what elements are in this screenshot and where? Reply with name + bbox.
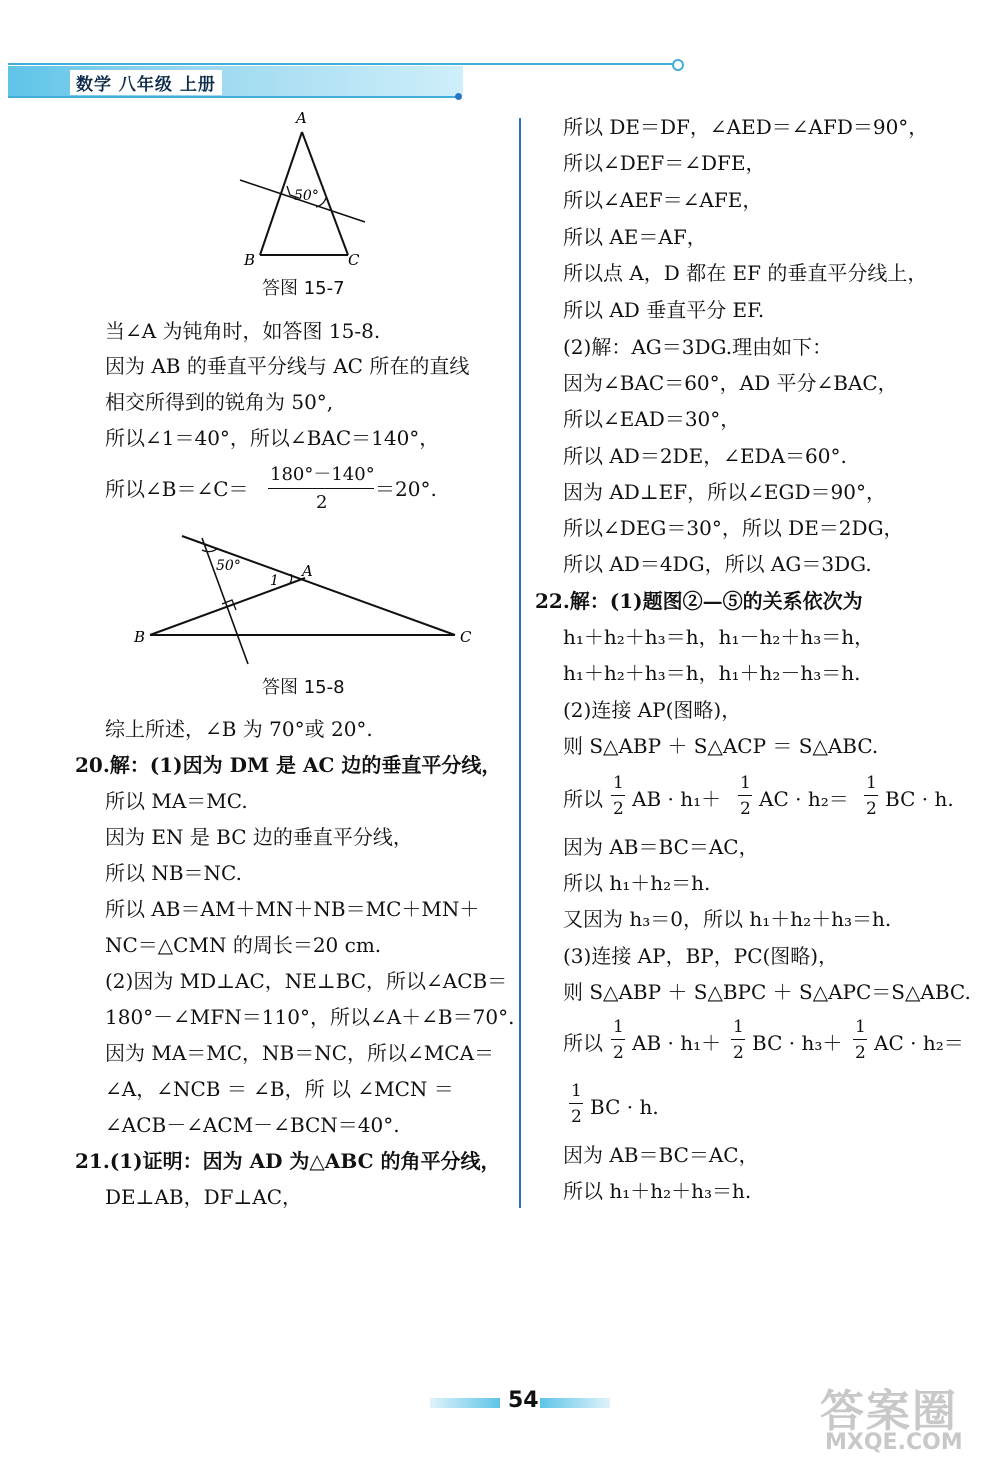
left-line-16: ∠A，∠NCB ＝ ∠B，所 以 ∠MCN ＝: [105, 1077, 454, 1101]
footer-ornament-left: [430, 1398, 500, 1408]
right-line-15: h₁＋h₂＋h₃＝h，h₁－h₂＋h₃＝h，: [563, 625, 875, 649]
left-line-17: ∠ACB－∠ACM－∠BCN＝40°.: [105, 1113, 400, 1137]
left-line-13: (2)因为 MD⊥AC，NE⊥BC，所以∠ACB＝: [105, 969, 508, 993]
right-line-16: h₁＋h₂＋h₃＝h，h₁＋h₂－h₃＝h.: [563, 661, 861, 685]
eq2-term1: AB · h₁＋: [632, 1031, 722, 1055]
left-line-4: 所以∠1＝40°，所以∠BAC＝140°，: [105, 426, 440, 450]
page-number: 54: [508, 1388, 539, 1413]
fig8-label-c: C: [460, 628, 472, 646]
right-line-10: 所以 AD＝2DE，∠EDA＝60°.: [563, 444, 847, 468]
left-line-19: DE⊥AB，DF⊥AC，: [105, 1185, 303, 1209]
eq1-frac1-den: 2: [613, 799, 624, 819]
header-ring-ornament: [672, 59, 684, 71]
right-line-23: (3)连接 AP，BP，PC(图略)，: [563, 944, 839, 968]
right-line-20: 因为 AB＝BC＝AC，: [563, 835, 759, 859]
eq2-term3: AC · h₂＝: [874, 1031, 964, 1055]
eq1-term1: AB · h₁＋: [632, 787, 722, 811]
right-line-24: 则 S△ABP ＋ S△BPC ＋ S△APC＝S△ABC.: [563, 980, 971, 1004]
fig8-label-b: B: [134, 628, 146, 646]
figure-15-7-caption: 答图 15-7: [262, 278, 345, 299]
eq2-cont-term: BC · h.: [590, 1095, 659, 1119]
right-line-12: 所以∠DEG＝30°，所以 DE＝2DG，: [563, 516, 904, 540]
left-line-15: 因为 MA＝MC，NB＝NC，所以∠MCA＝: [105, 1041, 495, 1065]
left-line-1: 当∠A 为钝角时，如答图 15-8.: [105, 319, 381, 343]
eq2-cont-frac-num: 1: [571, 1081, 582, 1101]
right-line-17: (2)连接 AP(图略)，: [563, 698, 742, 722]
header-dot-ornament: [455, 93, 462, 100]
fraction-bar: [268, 488, 374, 489]
book-title: 数学 八年级 上册: [70, 70, 222, 95]
right-line-4: 所以 AE＝AF，: [563, 225, 707, 249]
figure-15-8-caption: 答图 15-8: [262, 677, 345, 698]
figure-15-7: [230, 110, 380, 275]
problem-20-heading: 20.解：(1)因为 DM 是 AC 边的垂直平分线，: [75, 753, 502, 777]
left-line-9: 因为 EN 是 BC 边的垂直平分线，: [105, 825, 413, 849]
fig8-angle-label: 50°: [216, 558, 241, 574]
fraction-denominator: 2: [316, 492, 328, 513]
fig7-label-c: C: [348, 251, 360, 269]
fig7-label-b: B: [244, 251, 256, 269]
fig7-angle-label: 50°: [294, 188, 319, 204]
left-line-3: 相交所得到的锐角为 50°,: [105, 390, 334, 414]
right-line-1: 所以 DE＝DF，∠AED＝∠AFD＝90°，: [563, 115, 929, 139]
left-line-10: 所以 NB＝NC.: [105, 861, 243, 885]
eq2-prefix: 所以: [563, 1031, 603, 1055]
right-line-11: 因为 AD⊥EF，所以∠EGD＝90°，: [563, 480, 886, 504]
left-line-12: NC＝△CMN 的周长＝20 cm.: [105, 933, 382, 957]
fraction-numerator: 180°－140°: [270, 464, 375, 485]
left-line-14: 180°－∠MFN＝110°，所以∠A＋∠B＝70°.: [105, 1005, 515, 1029]
left-line-11: 所以 AB＝AM＋MN＋NB＝MC＋MN＋: [105, 897, 480, 921]
right-line-3: 所以∠AEF＝∠AFE，: [563, 188, 763, 212]
watermark-text: 答案圈: [820, 1386, 958, 1437]
left-line-6: 综上所述，∠B 为 70°或 20°.: [105, 717, 373, 741]
right-line-2: 所以∠DEF＝∠DFE，: [563, 151, 766, 175]
eq2-frac1-den: 2: [613, 1043, 624, 1063]
eq2-frac3-den: 2: [855, 1043, 866, 1063]
left-line-5-prefix: 所以∠B＝∠C＝: [105, 477, 249, 501]
eq1-frac3-den: 2: [866, 799, 877, 819]
right-line-13: 所以 AD＝4DG，所以 AG＝3DG.: [563, 552, 872, 576]
right-line-5: 所以点 A，D 都在 EF 的垂直平分线上，: [563, 261, 928, 285]
eq2-frac1-num: 1: [613, 1017, 624, 1037]
problem-22-heading: 22.解：(1)题图②—⑤的关系依次为: [535, 589, 863, 613]
page-header: [0, 58, 1000, 108]
right-line-7: (2)解：AG＝3DG.理由如下：: [563, 335, 833, 359]
eq1-term2: AC · h₂＝: [759, 787, 849, 811]
right-line-18: 则 S△ABP ＋ S△ACP ＝ S△ABC.: [563, 734, 879, 758]
footer-ornament-right: [540, 1398, 610, 1408]
right-line-22: 又因为 h₃＝0，所以 h₁＋h₂＋h₃＝h.: [563, 907, 892, 931]
eq1-prefix: 所以: [563, 787, 603, 811]
page-number-footer: [430, 1388, 630, 1418]
left-line-8: 所以 MA＝MC.: [105, 789, 248, 813]
right-line-21: 所以 h₁＋h₂＝h.: [563, 871, 711, 895]
eq1-frac3-num: 1: [866, 773, 877, 793]
fig7-label-a: A: [296, 110, 307, 127]
eq2-frac3-num: 1: [855, 1017, 866, 1037]
left-line-2: 因为 AB 的垂直平分线与 AC 所在的直线: [105, 354, 470, 378]
eq2-cont-frac-den: 2: [571, 1107, 582, 1127]
right-line-6: 所以 AD 垂直平分 EF.: [563, 298, 765, 322]
eq1-frac2-den: 2: [740, 799, 751, 819]
watermark-url: MXQE.COM: [825, 1430, 963, 1455]
left-line-5-suffix: ＝20°.: [375, 477, 437, 501]
eq1-frac2-num: 1: [740, 773, 751, 793]
eq2-term2: BC · h₃＋: [752, 1031, 843, 1055]
fig8-angle-1-label: 1: [270, 573, 279, 589]
figure-15-8: [130, 530, 480, 670]
fig8-label-a: A: [302, 562, 313, 580]
eq2-frac2-den: 2: [733, 1043, 744, 1063]
eq2-frac2-num: 1: [733, 1017, 744, 1037]
header-rule-top: [8, 63, 676, 65]
watermark-logo: [820, 1375, 995, 1460]
right-line-8: 因为∠BAC＝60°，AD 平分∠BAC，: [563, 371, 898, 395]
right-line-9: 所以∠EAD＝30°，: [563, 407, 741, 431]
right-line-26: 所以 h₁＋h₂＋h₃＝h.: [563, 1179, 752, 1203]
problem-21-heading: 21.(1)证明：因为 AD 为△ABC 的角平分线，: [75, 1149, 501, 1173]
eq1-frac1-num: 1: [613, 773, 624, 793]
eq1-term3: BC · h.: [885, 787, 954, 811]
right-line-25: 因为 AB＝BC＝AC，: [563, 1143, 759, 1167]
column-divider: [519, 118, 521, 1208]
header-rule-bottom: [8, 96, 460, 98]
